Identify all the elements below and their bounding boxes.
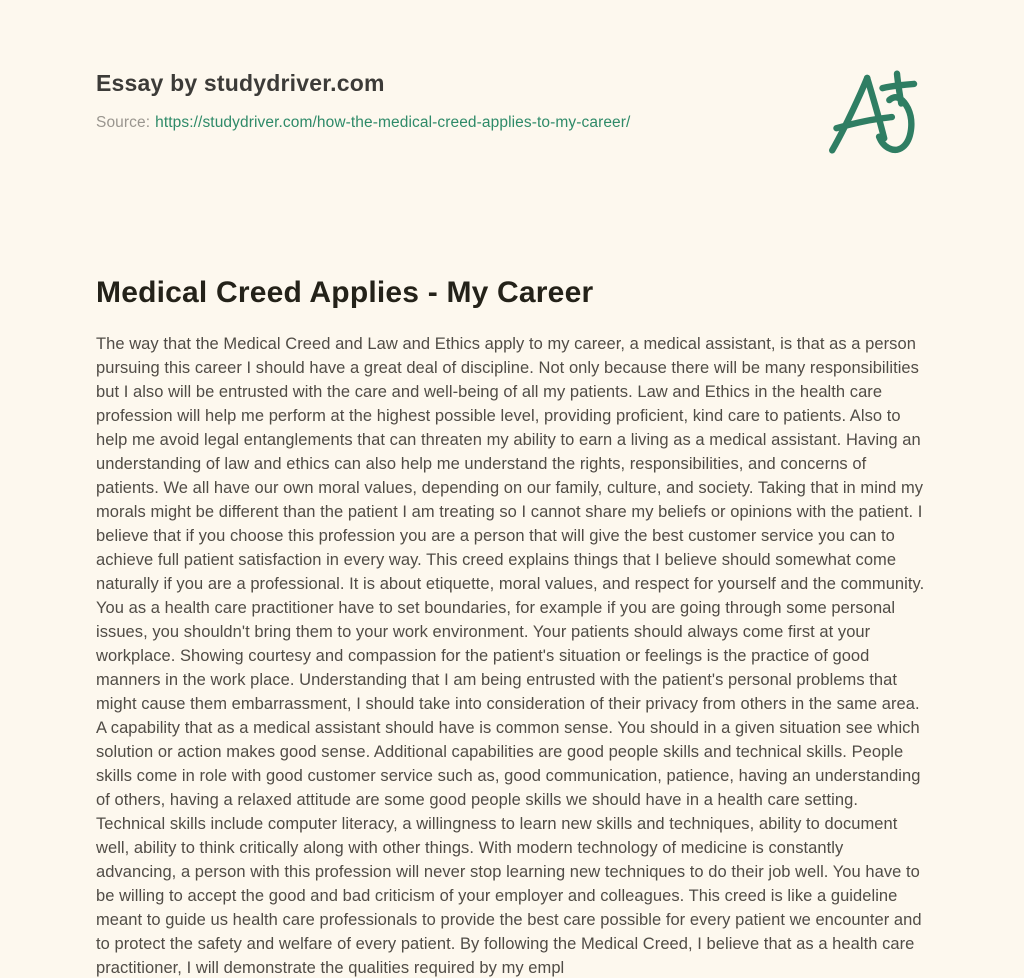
logo-plus-vertical	[897, 74, 901, 104]
a-plus-grade-logo-icon	[822, 64, 920, 160]
article	[96, 276, 928, 978]
article-title: Medical Creed Applies - My Career	[96, 276, 594, 309]
header-text-block	[96, 70, 630, 132]
logo-hook-curve	[879, 97, 911, 150]
article-body: The way that the Medical Creed and Law and Ethics apply to my career, a medical assistant, is that as a person pursuing this career I should have a great deal of discipline. Not only because there will be many responsibilities but I also will be entrusted with the care and well-being of all my patients. Law and Ethics in the health care profession will help me perform at the highest possible level, providing proficient, kind care to patients. Also to help me avoid legal entanglements that can threaten my ability to earn a living as a medical assistant. Having an understanding of law and ethics can also help me understand the rights, responsibilities, and concerns of patients. We all have our own moral values, depending on our family, culture, and society. Taking that in mind my morals might be different than the patient I am treating so I cannot share my beliefs or opinions with the patient. I believe that if you choose this profession you are a person that will give the best customer service you can to achieve full patient satisfaction in every way. This creed explains things that I believe should somewhat come naturally if you are a professional. It is about etiquette, moral values, and respect for yourself and the community. You as a health care practitioner have to set boundaries, for example if you are going through some personal issues, you shouldn't bring them to your work environment. Your patients should always come first at your workplace. Showing courtesy and compassion for the patient's situation or feelings is the practice of good manners in the work place. Understanding that I am being entrusted with the patient's personal problems that might cause them embarrassment, I should take into consideration of their privacy from others in the same area. A capability that as a medical assistant should have is common sense. You should in a given situation see which solution or action makes good sense. Additional capabilities are good people skills and technical skills. People skills come in role with good customer service such as, good communication, patience, having an understanding of others, having a relaxed attitude are some good people skills we should have in a health care setting. Technical skills include computer literacy, a willingness to learn new skills and techniques, ability to document well, ability to think critically along with other things. With modern technology of medicine is constantly advancing, a person with this profession will never stop learning new techniques to do their job well. You have to be willing to accept the good and bad criticism of your employer and colleagues. This creed is like a guideline meant to guide us health care professionals to provide the best care possible for every patient we encounter and to protect the safety and welfare of every patient. By following the Medical Creed, I believe that as a health care practitioner, I will demonstrate the qualities required by my empl	[96, 335, 925, 977]
source-label: Source:	[96, 114, 151, 131]
essay-by-heading: Essay by studydriver.com	[96, 70, 385, 96]
source-line	[96, 114, 630, 132]
logo-a-left-leg	[832, 78, 867, 150]
source-link[interactable]: https://studydriver.com/how-the-medical-creed-applies-to-my-career/	[155, 114, 631, 131]
page-header	[96, 70, 928, 160]
